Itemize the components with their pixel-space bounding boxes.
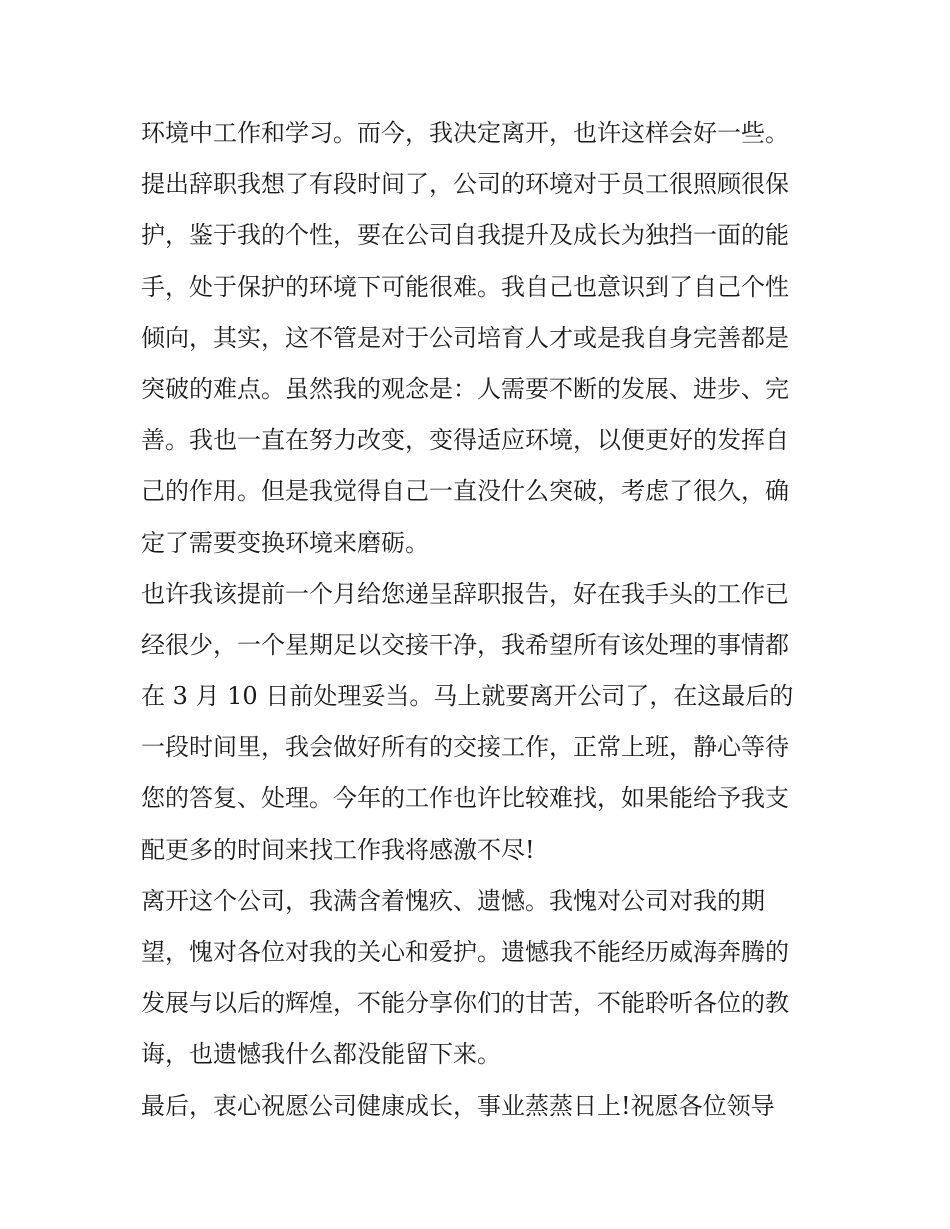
text-line: 环境中工作和学习。而今，我决定离开，也许这样会好一些。 bbox=[141, 119, 789, 147]
text-line: 己的作用。但是我觉得自己一直没什么突破，考虑了很久，确 bbox=[141, 477, 789, 506]
text-line: 诲，也遗憾我什么都没能留下来。 bbox=[141, 1040, 501, 1069]
text-line: 定了需要变换环境来磨砺。 bbox=[141, 528, 429, 557]
text-line: 一段时间里，我会做好所有的交接工作，正常上班，静心等待 bbox=[141, 733, 789, 762]
text-line: 提出辞职我想了有段时间了，公司的环境对于员工很照顾很保 bbox=[141, 170, 789, 199]
text-line: 配更多的时间来找工作我将感激不尽! bbox=[141, 835, 535, 864]
text-line: 手，处于保护的环境下可能很难。我自己也意识到了自己个性 bbox=[141, 272, 789, 301]
text-line: 护，鉴于我的个性，要在公司自我提升及成长为独挡一面的能 bbox=[141, 221, 789, 250]
text-line: 最后，衷心祝愿公司健康成长，事业蒸蒸日上!祝愿各位领导 bbox=[141, 1091, 775, 1120]
text-line: 经很少，一个星期足以交接干净，我希望所有该处理的事情都 bbox=[141, 630, 789, 659]
text-line: 也许我该提前一个月给您递呈辞职报告，好在我手头的工作已 bbox=[141, 579, 789, 608]
text-line: 善。我也一直在努力改变，变得适应环境，以便更好的发挥自 bbox=[141, 426, 789, 455]
text-line: 在 3 月 10 日前处理妥当。马上就要离开公司了，在这最后的 bbox=[141, 682, 794, 711]
text-line: 离开这个公司，我满含着愧疚、遗憾。我愧对公司对我的期 bbox=[141, 886, 765, 915]
text-line: 您的答复、处理。今年的工作也许比较难找，如果能给予我支 bbox=[141, 784, 789, 813]
text-line: 突破的难点。虽然我的观念是：人需要不断的发展、进步、完 bbox=[141, 374, 789, 403]
text-line: 望，愧对各位对我的关心和爱护。遗憾我不能经历威海奔腾的 bbox=[141, 938, 789, 966]
document-body bbox=[141, 108, 813, 1132]
text-line: 发展与以后的辉煌，不能分享你们的甘苦，不能聆听各位的教 bbox=[141, 989, 789, 1018]
text-line: 倾向，其实，这不管是对于公司培育人才或是我自身完善都是 bbox=[141, 323, 789, 352]
